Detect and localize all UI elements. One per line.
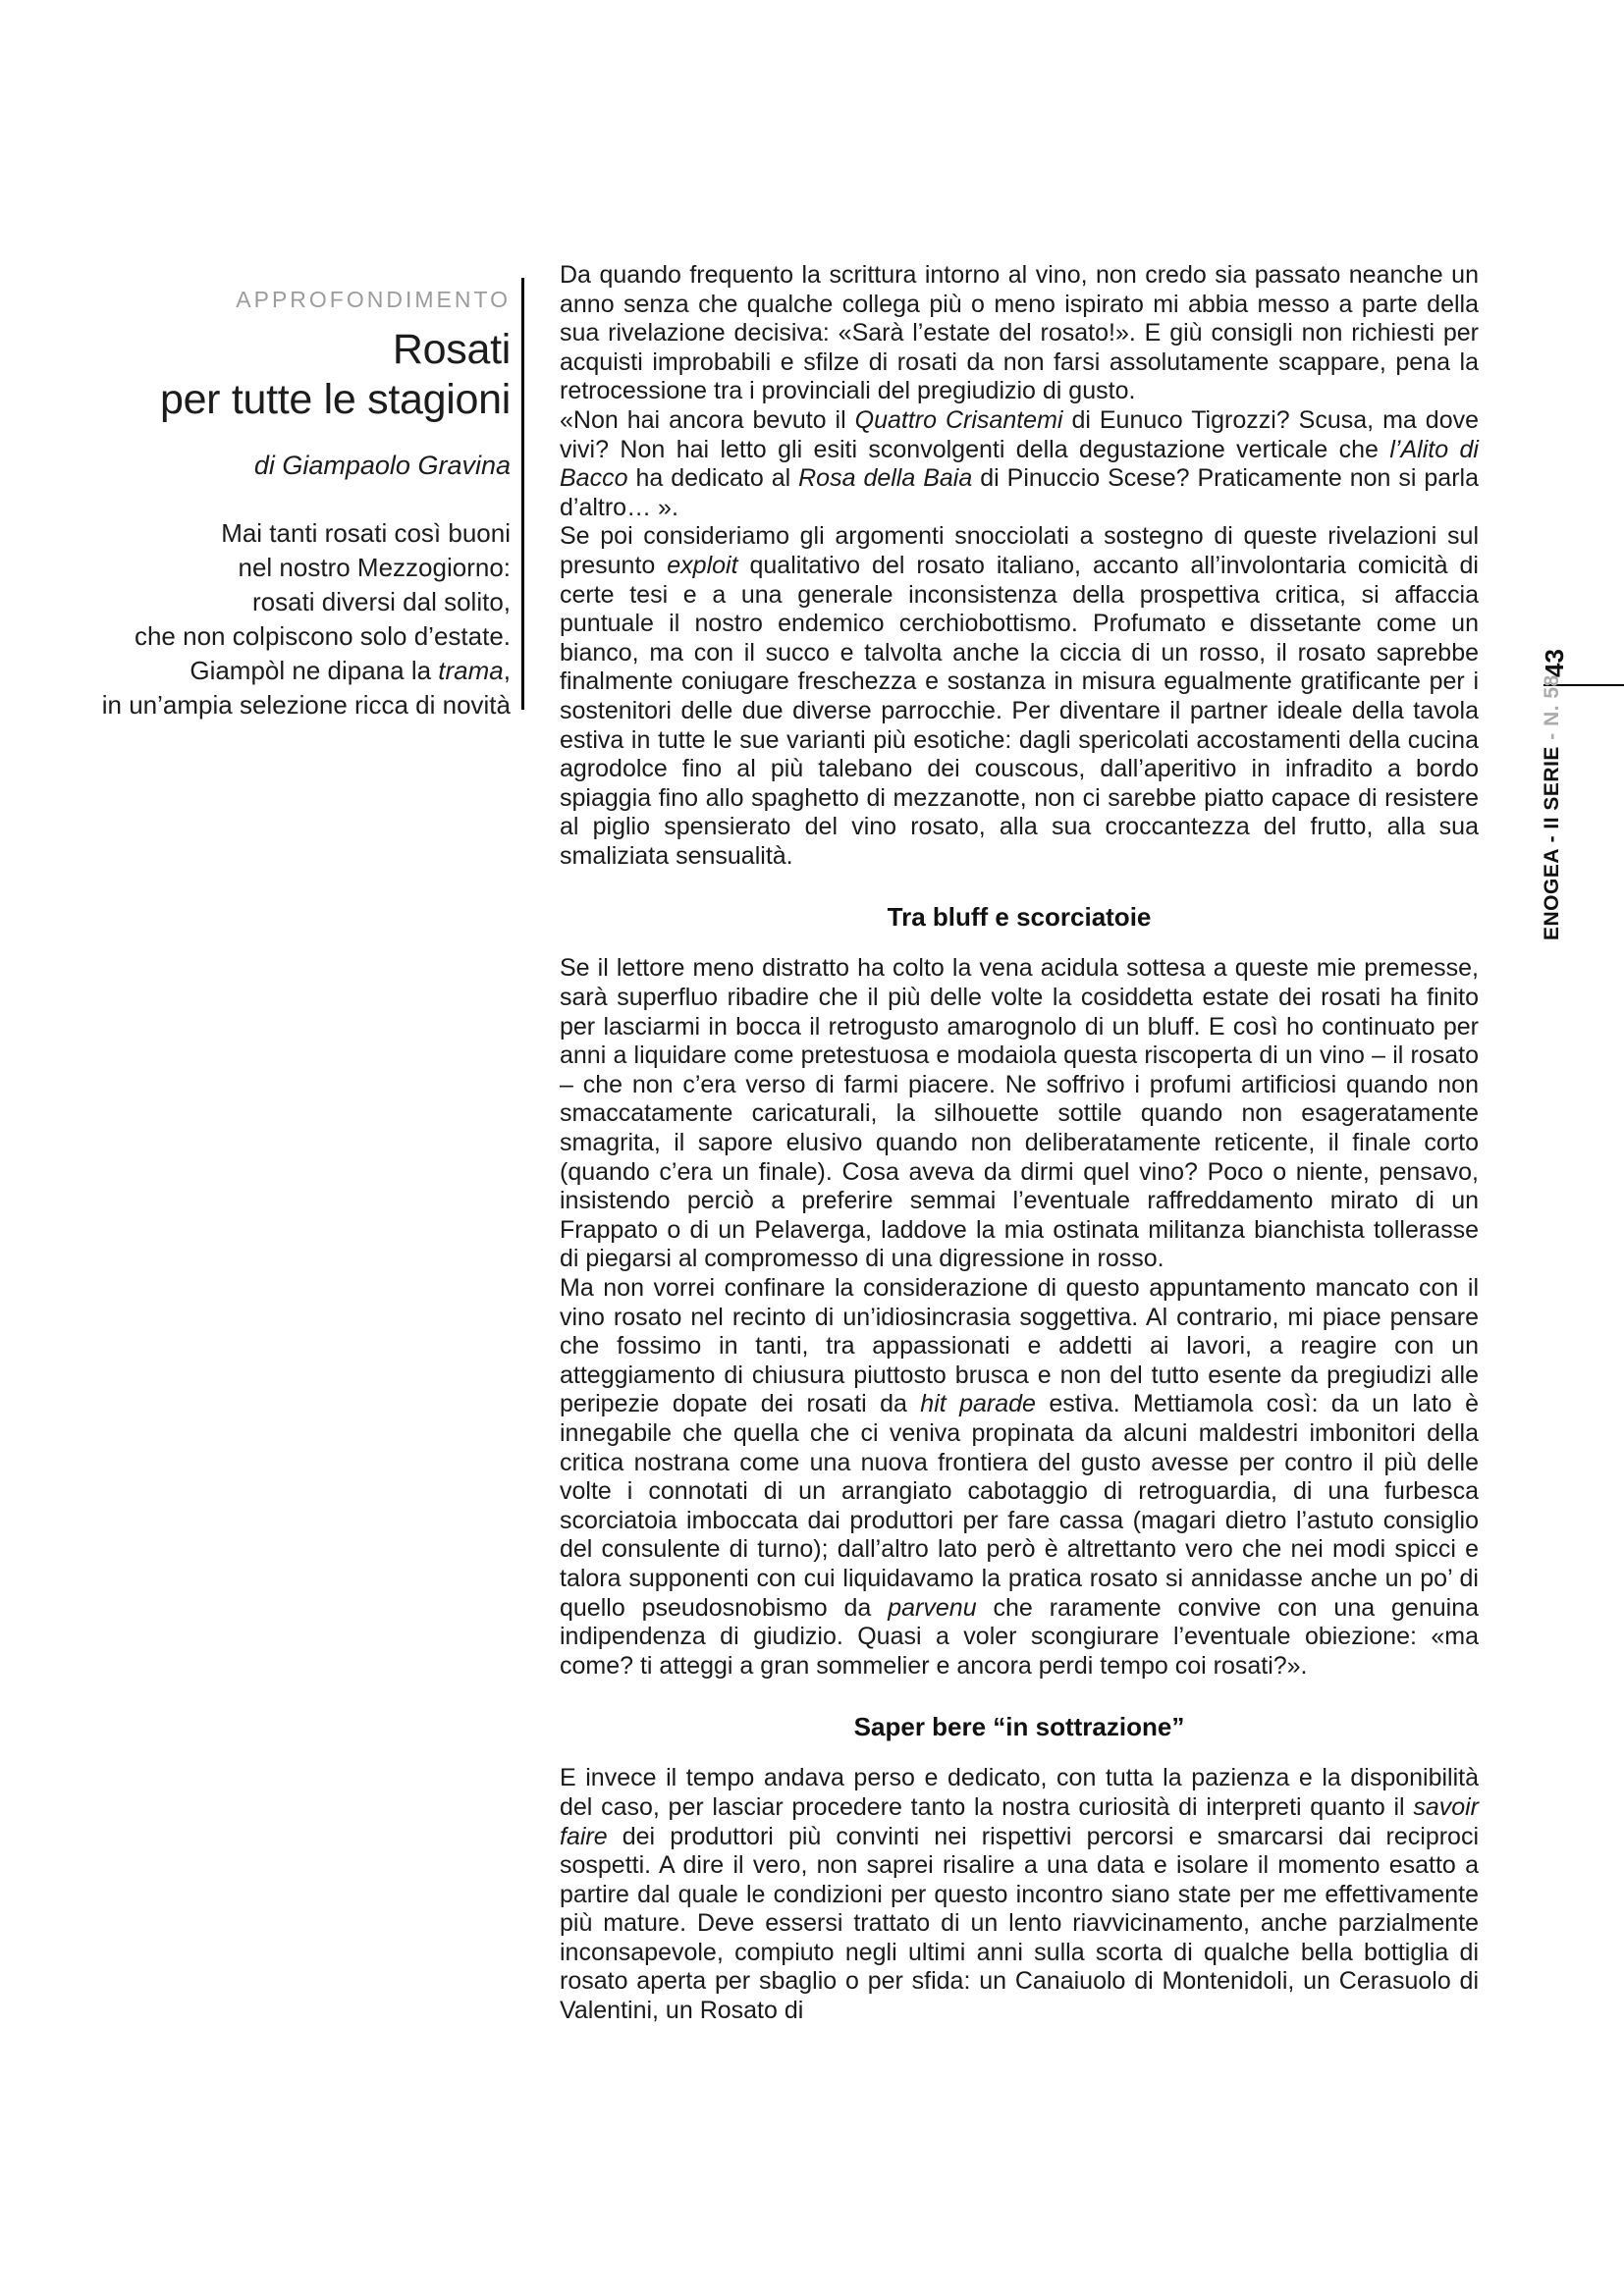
text-run: estiva. Mettiamola così: da un lato è innegabile che quella che ci veniva propinata da alcuni maldestri imbonitori della critica nostrana come una nuova frontiera del gusto avesse per contro il più delle volte i connotati di un arrangiato cabotaggio di retroguardia, di una furbesca scorciatoia imboccata dai produttori per fare cassa (magari dietro l’astuto consiglio del consulente di turno); dall’altro lato però è altrettanto vero che nei modi spicci e talora supponenti con cui liquidavamo la pratica rosato si annidasse anche un po’ di quello pseudosnobismo da xyxy=(560,1390,1480,1622)
body-paragraph xyxy=(560,1764,1479,2025)
text-run: Da quando frequento la scrittura intorno al vino, non credo sia passato neanche un anno senza che qualche collega più o meno ispirato mi abbia messo a parte della sua rivelazione decisiva: «Sarà l’estate del rosato!». E giù consigli non richiesti per acquisti improbabili e sfilze di rosati da non farsi assolutamente scappare, pena la retrocessione tra i provinciali del pregiudizio di gusto. xyxy=(560,261,1479,405)
journal-name: ENOGEA - II SERIE xyxy=(1541,746,1563,940)
article-header xyxy=(35,287,511,722)
column-divider xyxy=(521,278,524,710)
text-run: , xyxy=(503,656,511,685)
italic-text: Quattro Crisantemi xyxy=(854,405,1063,434)
section-heading: Saper bere “in sottrazione” xyxy=(853,1712,1185,1742)
article-title-line-1: Rosati xyxy=(392,326,511,373)
text-run: Mai tanti rosati così buoni xyxy=(221,518,511,548)
body-paragraph xyxy=(560,954,1479,1274)
text-run: dei produttori più convinti nei rispettivi percorsi e smarcarsi dai reciproci sospetti. A dire il vero, non saprei risalire a una data e isolare il momento esatto a partire dal quale le condizioni per questo incontro siano state per me effettivamente più mature. Deve essersi trattato di un lento riavvicinamento, anche parzialmente inconsapevole, compiuto negli ultimi anni sulla scorta di qualche bella bottiglia di rosato aperta per sbaglio o per sfida: un Canaiuolo di Montenidoli, un Cerasuolo di Valentini, un Rosato di xyxy=(560,1822,1479,2025)
italic-text: savoir faire xyxy=(560,1792,1479,1850)
text-run: Se poi consideriamo gli argomenti snocciolati a sostegno di queste rivelazioni sul presunto xyxy=(560,522,1479,579)
journal-strip xyxy=(1541,674,1564,940)
article-title-line-2: per tutte le stagioni xyxy=(159,376,511,423)
text-run: Se il lettore meno distratto ha colto la vena acidula sottesa a queste mie premesse, sarà superfluo ribadire che il più delle volte la cosiddetta estate dei rosati ha finito per lasciarmi in bocca il retrogusto amarognolo di un bluff. E così ho continuato per anni a liquidare come pretestuosa e modaiola questa riscoperta di un vino – il rosato – che non c’era verso di farmi piacere. Ne soffrivo i profumi artificiosi quando non smaccatamente caricaturali, la silhouette sottile quando non esageratamente smagrita, il sapore elusivo quando non deliberatamente reticente, il finale corto (quando c’era un finale). Cosa aveva da dirmi quel vino? Poco o niente, pensavo, insistendo perciò a preferire semmai l’eventuale raffreddamento mirato di un Frappato o di un Pelaverga, laddove la mia ostinata militanza bianchista tollerasse di piegarsi al compromesso di una digressione in rosso. xyxy=(560,954,1479,1273)
standfirst-line xyxy=(35,585,511,619)
body-paragraph xyxy=(560,261,1479,406)
text-run: E invece il tempo andava perso e dedicato, con tutta la pazienza e la disponibilità del caso, per lasciar procedere tanto la nostra curiosità di interpreti quanto il xyxy=(560,1764,1479,1821)
standfirst xyxy=(35,516,511,722)
text-run: qualitativo del rosato italiano, accanto all’involontaria comicità di certe tesi e a una generale inconsistenza della prospettiva critica, si affaccia puntuale il nostro endemico cerchiobottismo. Profumato e dissetante come un bianco, ma con il succo e talvolta anche la ciccia di un rosso, il rosato saprebbe finalmente coniugare freschezza e sostanza in misura egualmente gratificante per i sostenitori delle due diverse parrocchie. Per diventare il partner ideale della tavola estiva in tutte le sue varianti più esotiche: dagli spericolati accostamenti della cucina agrodolce fino al più talebano dei couscous, dall’aperitivo in infradito a bordo spiaggia fino allo spaghetto di mezzanotte, non ci sarebbe piatto capace di resistere al piglio spensierato del vino rosato, alla sua croccantezza del frutto, alla sua smaliziata sensualità. xyxy=(560,551,1479,870)
standfirst-line xyxy=(35,516,511,551)
text-run: rosati diversi dal solito, xyxy=(252,587,511,616)
text-run: di Pinuccio Scese? Praticamente non si parla d’altro… ». xyxy=(560,464,1479,521)
text-run: in un’ampia selezione ricca di novità xyxy=(101,690,511,720)
standfirst-line xyxy=(35,688,511,722)
text-run: Ma non vorrei confinare la considerazione di questo appuntamento mancato con il vino rosato nel recinto di un’idiosincrasia soggettiva. Al contrario, mi piace pensare che fossimo in tanti, tra appassionati e addetti ai lavori, a reagire con un atteggiamento di chiusura piuttosto brusca e non del tutto esente da pregiudizi alle peripezie dopate dei rosati da xyxy=(560,1274,1479,1418)
standfirst-line xyxy=(35,619,511,654)
page-number: 43 xyxy=(1540,649,1569,677)
journal-issue: N. 58 xyxy=(1541,674,1563,726)
article-title xyxy=(35,325,511,425)
text-run: nel nostro Mezzogiorno: xyxy=(238,553,511,582)
text-run: che non colpiscono solo d’estate. xyxy=(134,621,511,651)
text-run: ha dedicato al xyxy=(627,464,799,493)
italic-text: parvenu xyxy=(888,1593,977,1622)
standfirst-line xyxy=(35,551,511,585)
standfirst-line xyxy=(35,654,511,688)
body-paragraph xyxy=(560,522,1479,871)
section-heading: Tra bluff e scorciatoie xyxy=(887,902,1152,933)
italic-text: l’Alito di Bacco xyxy=(560,435,1479,493)
text-run: «Non hai ancora bevuto il xyxy=(560,405,855,434)
article-body xyxy=(560,261,1479,2026)
text-run: Giampòl ne dipana la xyxy=(189,656,439,685)
text-run: di Eunuco Tigrozzi? Scusa, ma dove vivi? Non hai letto gli esiti sconvolgenti della degustazione verticale che xyxy=(560,405,1480,463)
italic-text: exploit xyxy=(667,551,738,579)
byline: di Giampaolo Gravina xyxy=(253,451,511,480)
body-paragraph xyxy=(560,1274,1479,1681)
kicker: APPROFONDIMENTO xyxy=(236,287,511,312)
italic-text: Rosa della Baia xyxy=(798,464,973,493)
italic-text: hit parade xyxy=(920,1390,1036,1418)
body-paragraph xyxy=(560,406,1479,522)
journal-separator: - xyxy=(1541,725,1563,747)
text-run: che raramente convive con una genuina indipendenza di giudizio. Quasi a voler scongiurare l’eventuale obiezione: «ma come? ti atteggi a gran sommelier e ancora perdi tempo coi rosati?». xyxy=(560,1593,1480,1680)
italic-text: trama xyxy=(438,656,504,685)
